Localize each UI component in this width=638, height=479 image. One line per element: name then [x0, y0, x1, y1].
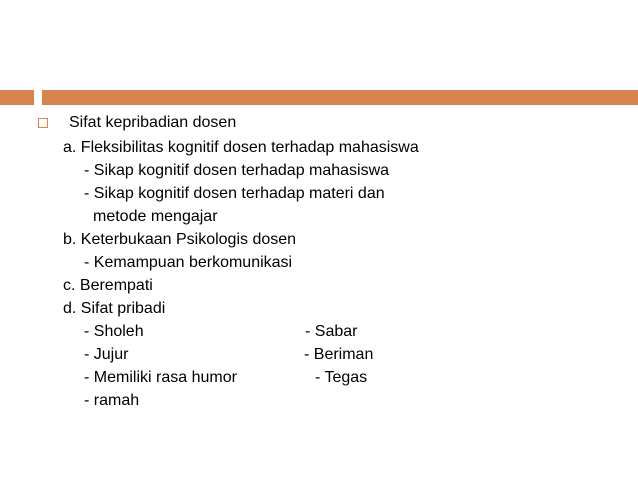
item-d: d. Sifat pribadi — [63, 300, 166, 317]
square-bullet-icon — [38, 118, 48, 128]
trait-right-3: - Tegas — [315, 369, 368, 386]
item-b: b. Keterbukaan Psikologis dosen — [63, 231, 297, 248]
trait-right-2: - Beriman — [304, 346, 374, 363]
item-c: c. Berempati — [63, 277, 153, 294]
trait-left-2: - Jujur — [84, 346, 129, 363]
item-b-sub-1: - Kemampuan berkomunikasi — [84, 254, 293, 271]
trait-left-4: - ramah — [84, 392, 140, 409]
item-a-sub-2: - Sikap kognitif dosen terhadap materi dan — [84, 185, 385, 202]
trait-left-3: - Memiliki rasa humor — [84, 369, 237, 386]
heading: Sifat kepribadian dosen — [69, 114, 237, 131]
item-a-sub-2-cont: metode mengajar — [93, 208, 218, 225]
item-a-sub-1: - Sikap kognitif dosen terhadap mahasiswa — [84, 162, 390, 179]
trait-left-1: - Sholeh — [84, 323, 144, 340]
trait-right-1: - Sabar — [305, 323, 358, 340]
item-a: a. Fleksibilitas kognitif dosen terhadap mahasiswa — [63, 139, 419, 156]
